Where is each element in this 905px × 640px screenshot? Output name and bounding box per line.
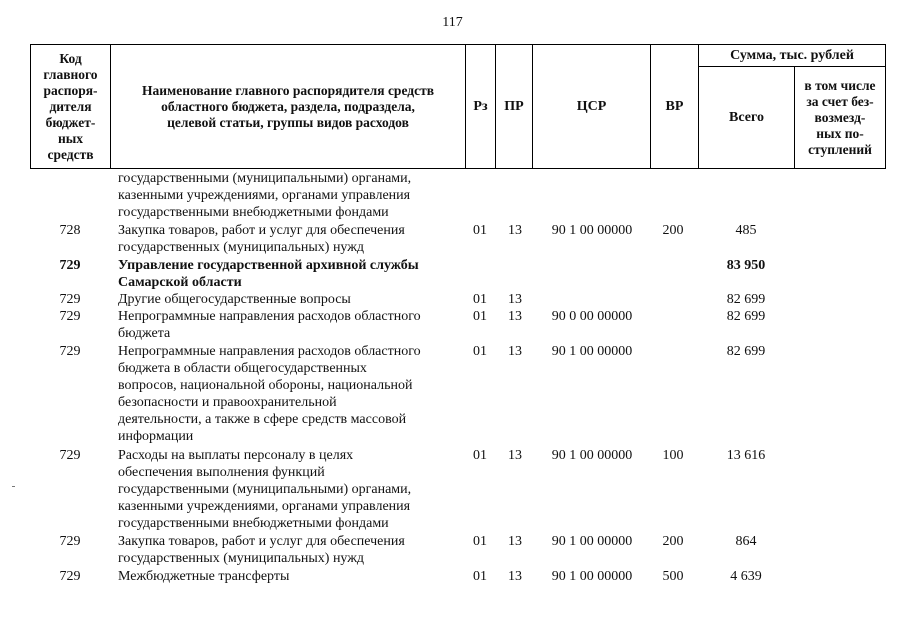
cell-rz: 01 xyxy=(473,223,487,238)
header-vr: ВР xyxy=(665,98,684,114)
cell-code: 729 xyxy=(59,448,81,463)
cell-csr: 90 1 00 00000 xyxy=(551,569,633,584)
header-code xyxy=(31,45,110,168)
cell-vr: 100 xyxy=(662,448,684,463)
cell-rz: 01 xyxy=(473,448,487,463)
cell-total: 485 xyxy=(735,223,757,238)
header-free-line: за счет без- xyxy=(806,93,874,109)
header-code-line: распоря- xyxy=(43,82,98,98)
header-free-line: возмезд- xyxy=(814,109,866,125)
cell-rz: 01 xyxy=(473,534,487,549)
cell-total: 83 950 xyxy=(726,258,766,273)
header-pr: ПР xyxy=(504,98,524,114)
cell-total: 82 699 xyxy=(726,309,766,324)
cell-code: 729 xyxy=(59,344,81,359)
cell-vr: 500 xyxy=(662,569,684,584)
cell-name: Управление государственной архивной службы Самарской области xyxy=(118,258,419,290)
cell-name: Непрограммные направления расходов областного бюджета xyxy=(118,309,421,341)
header-csr: ЦСР xyxy=(576,98,607,114)
cell-vr: 200 xyxy=(662,223,684,238)
page-number: 117 xyxy=(442,15,463,30)
header-free xyxy=(795,67,885,168)
cell-pr: 13 xyxy=(508,309,522,324)
cell-pr: 13 xyxy=(508,534,522,549)
cell-csr: 90 0 00 00000 xyxy=(551,309,633,324)
header-rz: Рз xyxy=(473,98,488,114)
cell-rz: 01 xyxy=(473,569,487,584)
cell-pr: 13 xyxy=(508,569,522,584)
cell-total: 864 xyxy=(735,534,757,549)
header-free-line: ных по- xyxy=(816,125,864,141)
cell-rz: 01 xyxy=(473,344,487,359)
cell-csr: 90 1 00 00000 xyxy=(551,448,633,463)
cell-total: 4 639 xyxy=(730,569,762,584)
header-code-line: дителя xyxy=(49,98,92,114)
cell-pr: 13 xyxy=(508,344,522,359)
cell-csr: 90 1 00 00000 xyxy=(551,534,633,549)
cell-total: 13 616 xyxy=(726,448,766,463)
header-name xyxy=(111,45,465,168)
cell-name: государственными (муниципальными) органами, казенными учреждениями, органами управления государственными внебюджетными фондами xyxy=(118,171,412,220)
header-free-line: в том числе xyxy=(804,77,876,93)
cell-csr: 90 1 00 00000 xyxy=(551,344,633,359)
scan-speck xyxy=(12,486,15,487)
cell-pr: 13 xyxy=(508,448,522,463)
header-name-line: целевой статьи, группы видов расходов xyxy=(167,114,409,130)
header-free-line: ступлений xyxy=(808,141,872,157)
cell-code: 729 xyxy=(59,309,81,324)
cell-code: 729 xyxy=(59,534,81,549)
header-total: Всего xyxy=(729,109,764,125)
header-code-line: главного xyxy=(43,66,98,82)
cell-pr: 13 xyxy=(508,223,522,238)
cell-name: Другие общегосударственные вопросы xyxy=(118,292,351,307)
cell-name: Закупка товаров, работ и услуг для обеспечения государственных (муниципальных) нужд xyxy=(118,534,405,566)
cell-name: Межбюджетные трансферты xyxy=(118,569,290,584)
cell-csr: 90 1 00 00000 xyxy=(551,223,633,238)
header-name-line: Наименование главного распорядителя средств xyxy=(141,82,434,98)
cell-vr: 200 xyxy=(662,534,684,549)
cell-total: 82 699 xyxy=(726,344,766,359)
header-code-line: ных xyxy=(57,130,84,146)
cell-name: Непрограммные направления расходов областного бюджета в области общегосударственных вопросов, национальной обороны, национальной безопасности и правоохранительной деятельности, а также в сфере средств массовой информации xyxy=(118,344,421,444)
header-sum: Сумма, тыс. рублей xyxy=(730,47,854,63)
header-code-line: Код xyxy=(59,50,82,66)
header-code-line: средств xyxy=(47,146,94,162)
cell-code: 729 xyxy=(59,569,81,584)
cell-code: 729 xyxy=(59,258,81,273)
cell-rz: 01 xyxy=(473,309,487,324)
cell-code: 728 xyxy=(59,223,81,238)
cell-name: Закупка товаров, работ и услуг для обеспечения государственных (муниципальных) нужд xyxy=(118,223,405,255)
cell-rz: 01 xyxy=(473,292,487,307)
header-code-line: бюджет- xyxy=(45,114,96,130)
cell-pr: 13 xyxy=(508,292,522,307)
cell-code: 729 xyxy=(59,292,81,307)
cell-name: Расходы на выплаты персоналу в целях обеспечения выполнения функций государственными (муниципальными) органами, казенными учреждениями, органами управления государственными внебюджетными фондами xyxy=(118,448,412,531)
cell-total: 82 699 xyxy=(726,292,766,307)
header-name-line: областного бюджета, раздела, подраздела, xyxy=(161,98,415,114)
